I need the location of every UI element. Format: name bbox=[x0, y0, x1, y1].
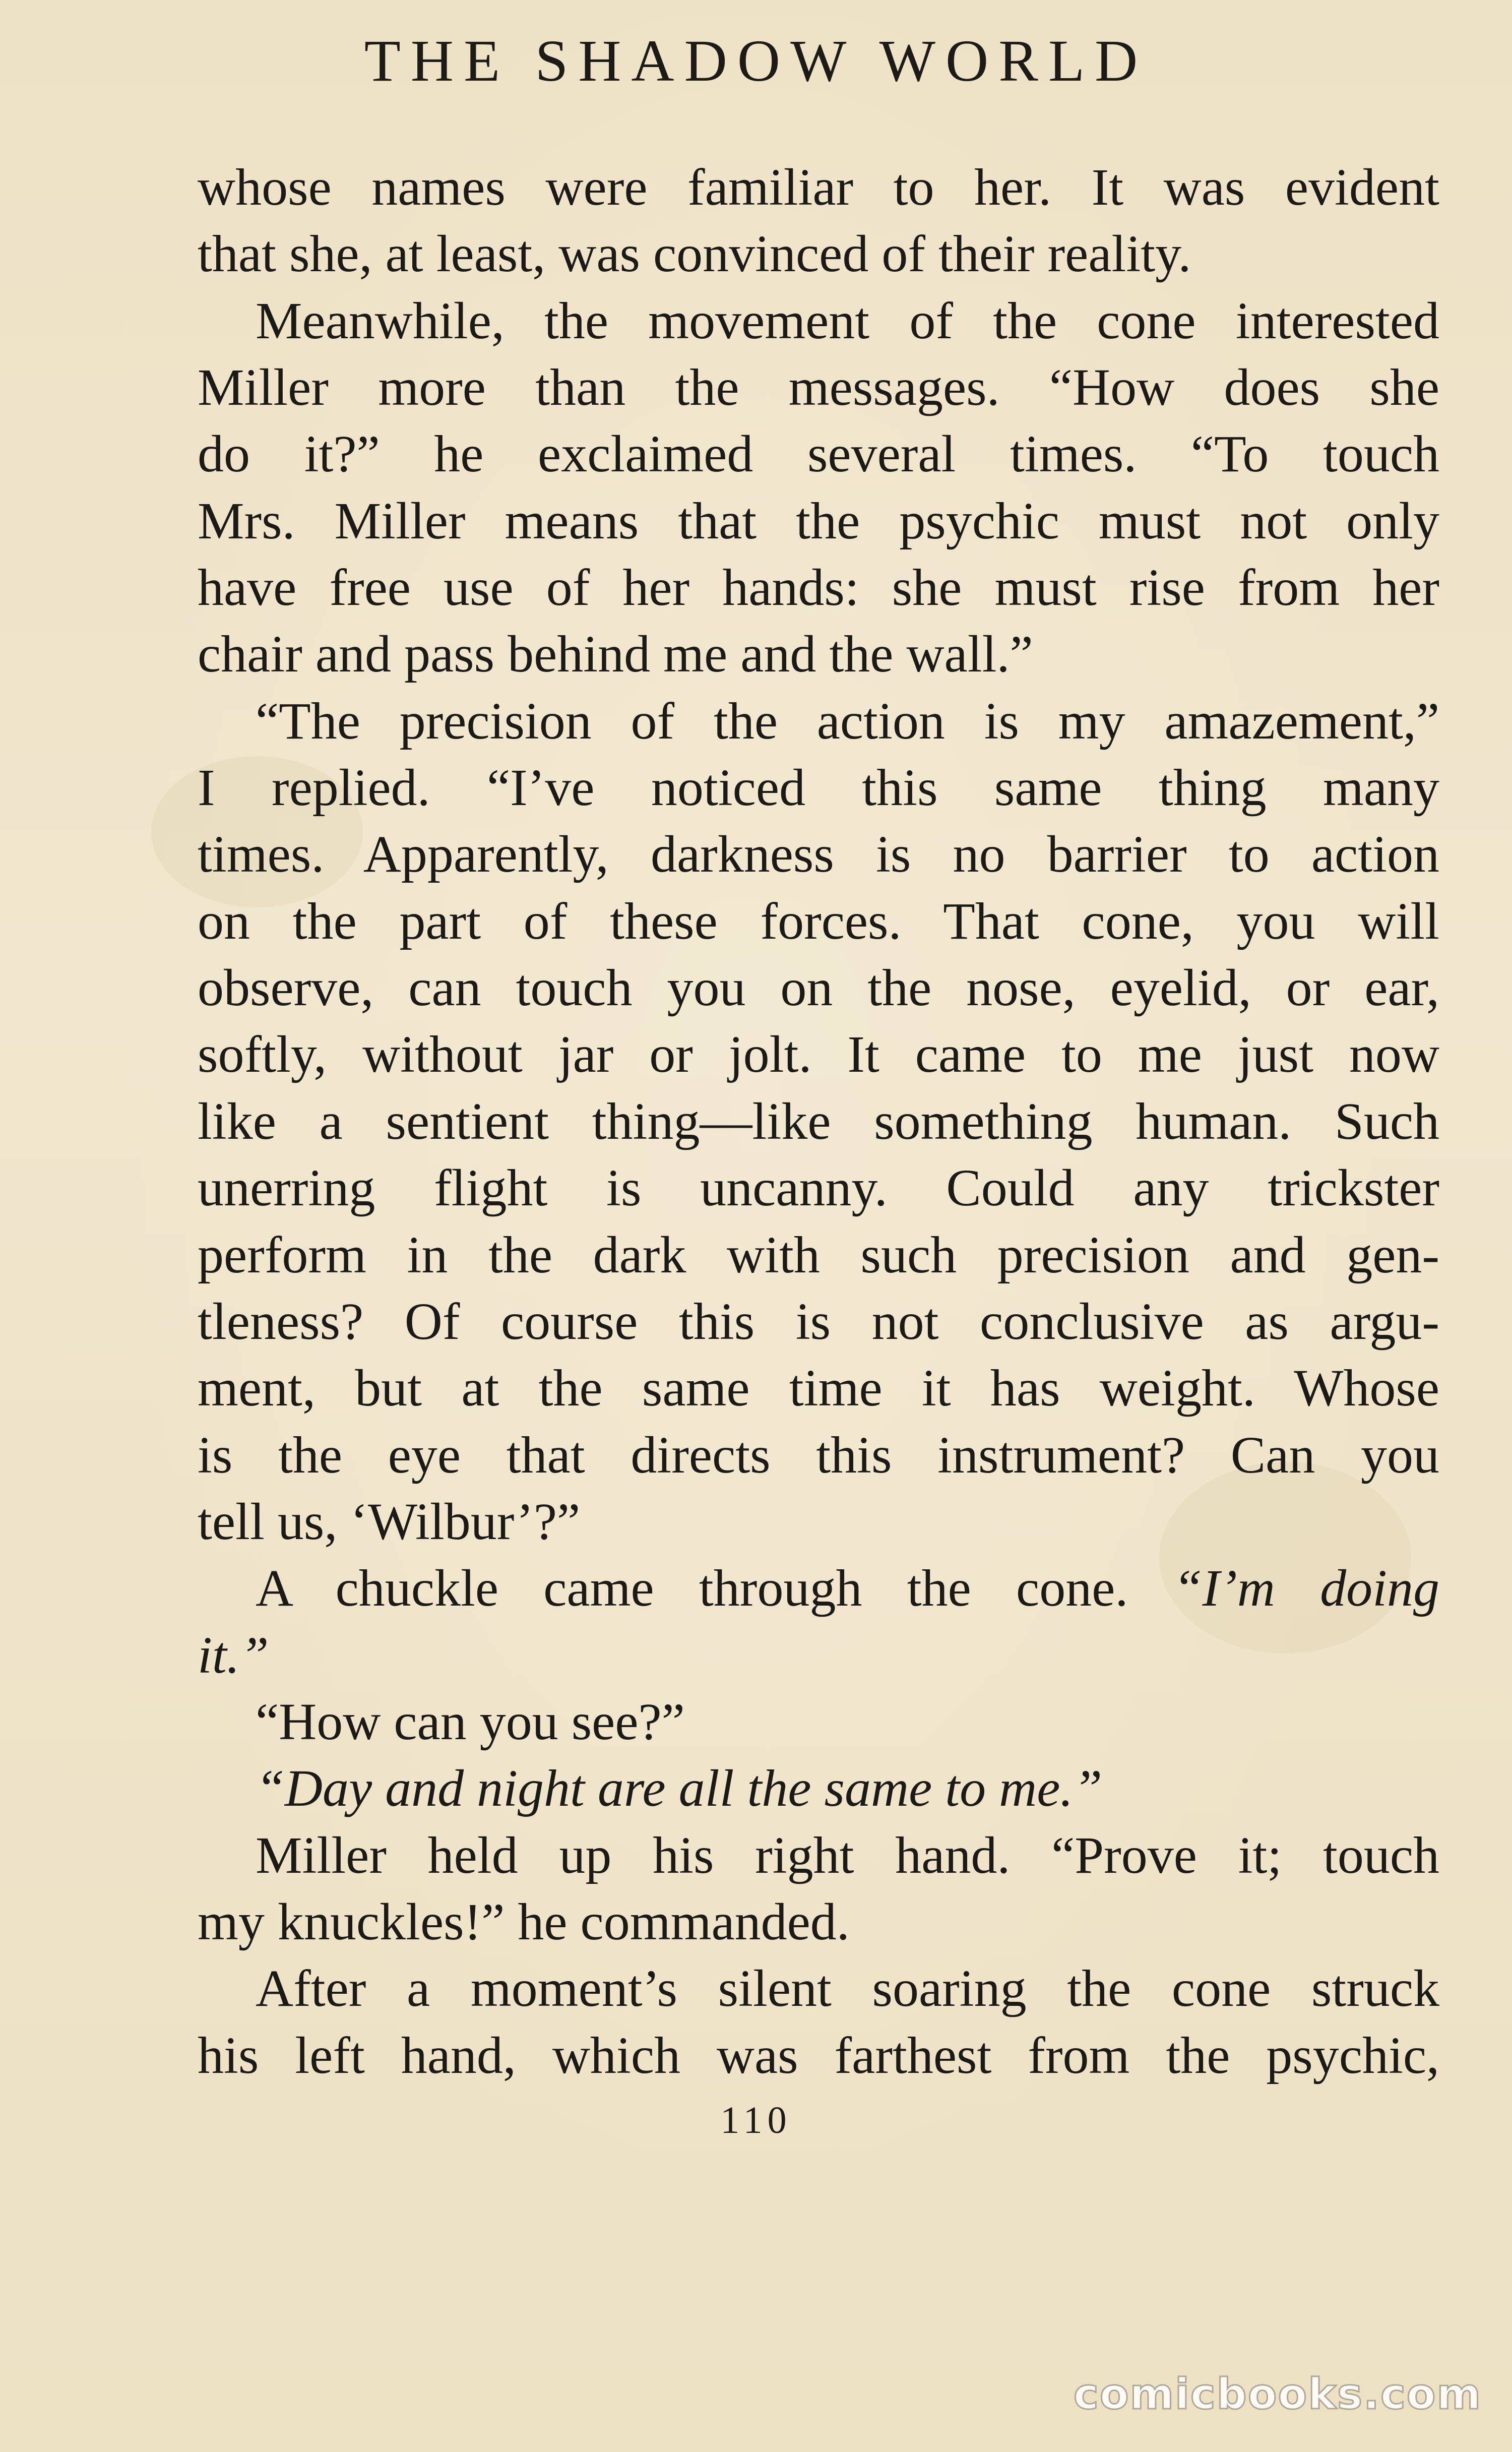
text-line: ment, but at the same time it has weight. Whose bbox=[198, 1359, 1439, 1418]
italic-text: “I’m doing bbox=[1173, 1559, 1439, 1618]
text-line: “How can you see?” bbox=[256, 1692, 685, 1751]
roman-text: A chuckle came through the cone. bbox=[256, 1559, 1173, 1618]
text-line: chair and pass behind me and the wall.” bbox=[198, 625, 1033, 684]
text-line: I replied. “I’ve noticed this same thing many bbox=[198, 759, 1439, 817]
text-line: perform in the dark with such precision and gen- bbox=[198, 1225, 1439, 1284]
text-line: my knuckles!” he commanded. bbox=[198, 1892, 850, 1951]
text-line: Meanwhile, the movement of the cone interested bbox=[256, 291, 1439, 350]
text-line bbox=[198, 1755, 1439, 1822]
text-line: times. Apparently, darkness is no barrier to action bbox=[198, 825, 1439, 884]
text-line: tell us, ‘Wilbur’?” bbox=[198, 1492, 581, 1551]
text-line: Miller more than the messages. “How does she bbox=[198, 358, 1439, 417]
text-line: that she, at least, was convinced of their reality. bbox=[198, 225, 1191, 283]
text-line: unerring flight is uncanny. Could any trickster bbox=[198, 1159, 1439, 1217]
text-line: “The precision of the action is my amazement,” bbox=[256, 692, 1439, 750]
body-text bbox=[198, 154, 1439, 2089]
italic-text: “Day and night are all the same to me.” bbox=[256, 1759, 1103, 1818]
text-line: have free use of her hands: she must rise from her bbox=[198, 559, 1439, 617]
text-line bbox=[198, 1622, 1439, 1689]
text-line: like a sentient thing—like something human. Such bbox=[198, 1092, 1439, 1150]
text-line: tleness? Of course this is not conclusive as argu- bbox=[198, 1292, 1439, 1351]
text-line: Miller held up his right hand. “Prove it; touch bbox=[256, 1826, 1439, 1884]
text-line: is the eye that directs this instrument? Can you bbox=[198, 1426, 1439, 1484]
watermark: comicbooks.com bbox=[1074, 2369, 1482, 2419]
text-line: Mrs. Miller means that the psychic must not only bbox=[198, 492, 1439, 550]
italic-text: it.” bbox=[198, 1626, 269, 1684]
text-line bbox=[198, 1555, 1439, 1622]
text-line: After a moment’s silent soaring the cone struck bbox=[256, 1959, 1439, 2018]
running-head: THE SHADOW WORLD bbox=[364, 28, 1148, 94]
text-line: do it?” he exclaimed several times. “To touch bbox=[198, 425, 1439, 483]
text-line: whose names were familiar to her. It was evident bbox=[198, 158, 1439, 216]
text-line: his left hand, which was farthest from the psychic, bbox=[198, 2026, 1439, 2085]
text-line: observe, can touch you on the nose, eyelid, or ear, bbox=[198, 959, 1439, 1017]
text-line: softly, without jar or jolt. It came to me just now bbox=[198, 1025, 1439, 1084]
page-number: 110 bbox=[720, 2099, 792, 2141]
text-line: on the part of these forces. That cone, you will bbox=[198, 892, 1439, 950]
